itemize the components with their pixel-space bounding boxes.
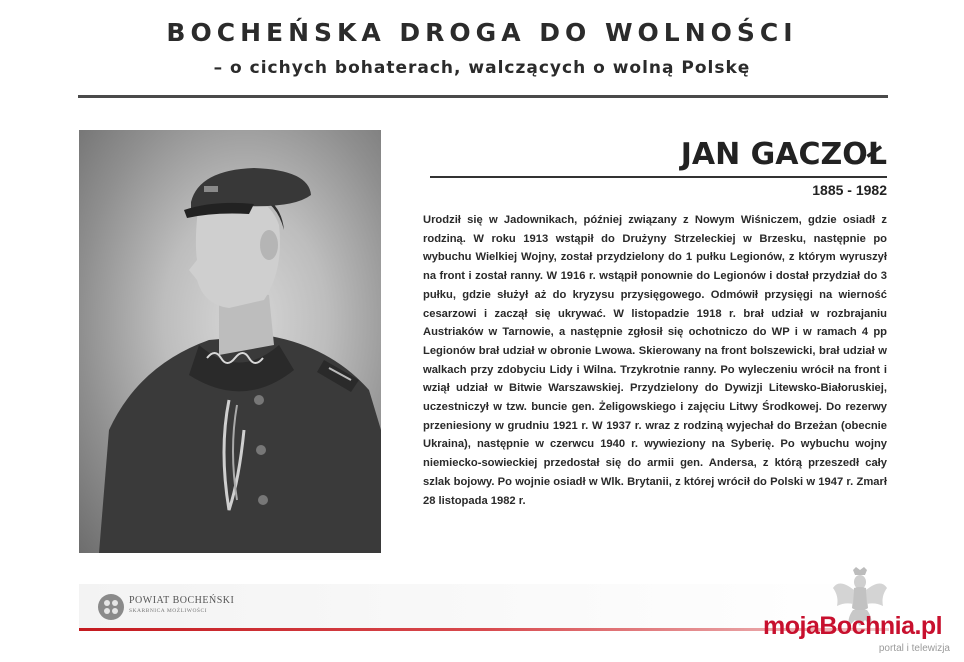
life-dates: 1885 - 1982 [812,182,887,198]
logo-name: POWIAT BOCHEŃSKI [129,595,235,606]
header-divider [78,95,888,98]
watermark-brand: mojaBochnia.pl [763,612,943,640]
person-name: JAN GACZOŁ [680,137,887,172]
name-divider [430,176,887,178]
watermark-tagline: portal i telewizja [878,643,950,654]
powiat-emblem-icon [98,594,124,620]
portrait-photo [79,130,381,553]
powiat-logo [98,592,235,622]
biography-text: Urodził się w Jadownikach, później związany z Nowym Wiśniczem, gdzie osiadł z rodziną. W roku 1913 wstąpił do Drużyny Strzeleckiej w Brzesku, następnie po wybuchu Wielkiej Wojny, został przydzielony do 1 pułku Legionów, z którym wyruszył na front i został ranny. W 1916 r. wstąpił ponownie do Legionów i dostał przydział do 3 pułku, gdzie służył aż do kryzysu przysięgowego. Odmówił przysięgi na wierność cesarzowi i zaczął się ukrywać. W listopadzie 1918 r. brał udział w rozbrajaniu Austriaków w Tarnowie, a następnie zgłosił się ochotniczo do WP i w ramach 4 pp Legionów brał udział w obronie Lwowa. Skierowany na front bolszewicki, brał udział w walkach przy zdobyciu Lidy i Wilna. Trzykrotnie ranny. Po wyleczeniu wrócił na front i wziął udział w Bitwie Warszawskiej. Przydzielony do Dywizji Litewsko-Białoruskiej, uczestniczył w tzw. buncie gen. Żeligowskiego i zajęciu Litwy Środkowej. Do rezerwy przeniesiony w grudniu 1921 r. W 1937 r. wraz z rodziną wyjechał do Brzeżan (obecnie Ukraina), następnie w czerwcu 1940 r. wywieziony na Syberię. Po wybuchu wojny niemiecko-sowieckiej przedostał się do armii gen. Andersa, z którą przeszedł cały szlak bojowy. Po wojnie osiadł w Wlk. Brytanii, z której wrócił do Polski w 1947 r. Zmarł 28 listopada 1982 r. [423,214,887,507]
logo-tagline: SKARBNICA MOŻLIWOŚCI [129,608,207,614]
poster-subtitle: – o cichych bohaterach, walczących o wolną Polskę [213,58,751,78]
poster-title: BOCHEŃSKA DROGA DO WOLNOŚCI [166,18,798,47]
